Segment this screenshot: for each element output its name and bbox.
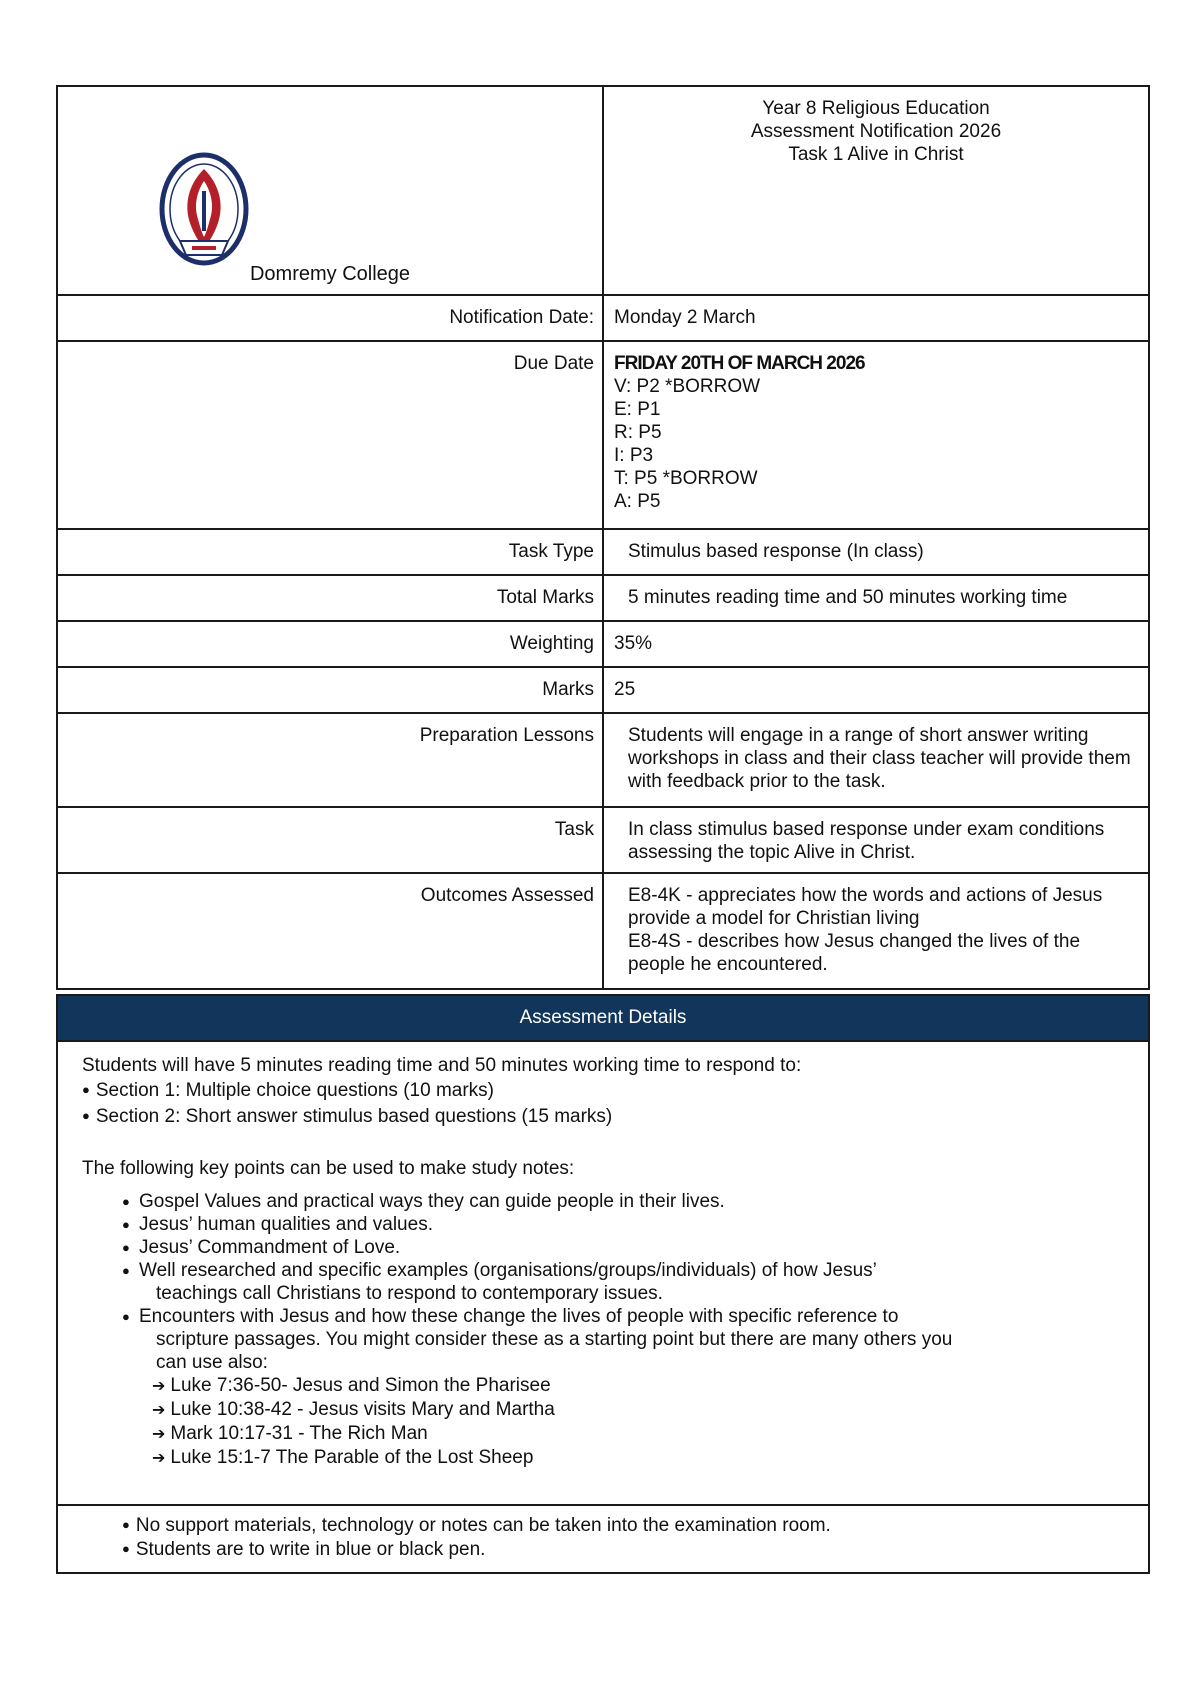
outcome-line: E8-4K - appreciates how the words and actions of Jesus xyxy=(628,885,1103,906)
key-point-item: ● Jesus’ Commandment of Love. xyxy=(122,1236,1124,1259)
marks-value: 25 xyxy=(603,667,1149,713)
preparation-label: Preparation Lessons xyxy=(57,713,603,807)
marks-row xyxy=(57,667,1149,713)
title-line-2: Assessment Notification 2026 xyxy=(750,121,1002,142)
college-crest-logo xyxy=(158,151,250,271)
assessment-details-body xyxy=(58,1040,1148,1504)
scripture-passage-item: ➔ Luke 15:1-7 The Parable of the Lost Sheep xyxy=(152,1446,1124,1470)
exam-rules xyxy=(58,1504,1148,1572)
key-point-line: teachings call Christians to respond to contemporary issues. xyxy=(156,1283,663,1304)
scripture-passage-item: ➔ Luke 10:38-42 - Jesus visits Mary and Martha xyxy=(152,1398,1124,1422)
section-item: ● Section 1: Multiple choice questions (10 marks) xyxy=(82,1079,1124,1103)
outcome-line: E8-4S - describes how Jesus changed the lives of the xyxy=(628,931,1081,952)
total-marks-row xyxy=(57,575,1149,621)
weighting-row xyxy=(57,621,1149,667)
outcomes-label: Outcomes Assessed xyxy=(57,873,603,989)
section-item: ● Section 2: Short answer stimulus based questions (15 marks) xyxy=(82,1105,1124,1129)
key-point-line: scripture passages. You might consider these as a starting point but there are many others you xyxy=(156,1329,953,1350)
scripture-passage-item: ➔ Mark 10:17-31 - The Rich Man xyxy=(152,1422,1124,1446)
due-date-line: R: P5 xyxy=(614,422,662,443)
key-point-line: Well researched and specific examples (organisations/groups/individuals) of how Jesus’ xyxy=(139,1260,877,1281)
page-title xyxy=(603,86,1149,295)
key-point-item: ● Gospel Values and practical ways they can guide people in their lives. xyxy=(122,1190,1124,1213)
due-date-line: V: P2 *BORROW xyxy=(614,376,761,397)
header-row xyxy=(57,86,1149,295)
task-type-value: Stimulus based response (In class) xyxy=(603,529,1149,575)
exam-rules-list xyxy=(122,1514,1124,1562)
title-line-3: Task 1 Alive in Christ xyxy=(788,144,964,165)
assessment-details-heading: Assessment Details xyxy=(58,994,1148,1040)
due-date-line: T: P5 *BORROW xyxy=(614,468,758,489)
task-row xyxy=(57,807,1149,873)
key-points-intro: The following key points can be used to make study notes: xyxy=(82,1158,575,1179)
key-points-list xyxy=(122,1190,1124,1374)
assessment-notification xyxy=(56,85,1150,1574)
weighting-value: 35% xyxy=(603,621,1149,667)
preparation-row xyxy=(57,713,1149,807)
outcome-line: people he encountered. xyxy=(628,954,828,975)
outcome-line: provide a model for Christian living xyxy=(628,908,920,929)
task-type-row xyxy=(57,529,1149,575)
due-date-value xyxy=(603,341,1149,529)
due-date-label: Due Date xyxy=(57,341,603,529)
notification-date-value: Monday 2 March xyxy=(603,295,1149,341)
due-date-line: I: P3 xyxy=(614,445,654,466)
notification-date-label: Notification Date: xyxy=(57,295,603,341)
task-type-label: Task Type xyxy=(57,529,603,575)
outcomes-row xyxy=(57,873,1149,989)
key-point-line: can use also: xyxy=(156,1352,268,1373)
college-name: Domremy College xyxy=(249,263,411,285)
details-intro: Students will have 5 minutes reading time and 50 minutes working time to respond to: xyxy=(82,1055,802,1076)
due-date-heading: FRIDAY 20TH OF MARCH 2026 xyxy=(614,353,865,374)
notification-date-row xyxy=(57,295,1149,341)
section-list xyxy=(82,1079,1124,1129)
exam-rule-item: ● No support materials, technology or notes can be taken into the examination room. xyxy=(122,1514,1124,1538)
task-label: Task xyxy=(57,807,603,873)
marks-label: Marks xyxy=(57,667,603,713)
outcomes-value xyxy=(603,873,1149,989)
total-marks-value: 5 minutes reading time and 50 minutes working time xyxy=(603,575,1149,621)
assessment-details-panel xyxy=(56,994,1150,1574)
key-point-line: Encounters with Jesus and how these change the lives of people with specific reference to xyxy=(139,1306,899,1327)
college-cell xyxy=(57,86,603,295)
total-marks-label: Total Marks xyxy=(57,575,603,621)
assessment-info-table xyxy=(56,85,1150,990)
due-date-line: A: P5 xyxy=(614,491,661,512)
scripture-passage-item: ➔ Luke 7:36-50- Jesus and Simon the Pharisee xyxy=(152,1374,1124,1398)
weighting-label: Weighting xyxy=(57,621,603,667)
preparation-value: Students will engage in a range of short answer writing workshops in class and their class teacher will provide them with feedback prior to the task. xyxy=(603,713,1149,807)
key-point-item: ● Jesus’ human qualities and values. xyxy=(122,1213,1124,1236)
title-line-1: Year 8 Religious Education xyxy=(762,98,990,119)
exam-rule-item: ● Students are to write in blue or black pen. xyxy=(122,1538,1124,1562)
key-point-item xyxy=(122,1259,1124,1305)
key-point-item xyxy=(122,1305,1124,1374)
scripture-passage-list xyxy=(152,1374,1124,1470)
due-date-row xyxy=(57,341,1149,529)
task-value: In class stimulus based response under exam conditions assessing the topic Alive in Christ. xyxy=(603,807,1149,873)
due-date-line: E: P1 xyxy=(614,399,661,420)
